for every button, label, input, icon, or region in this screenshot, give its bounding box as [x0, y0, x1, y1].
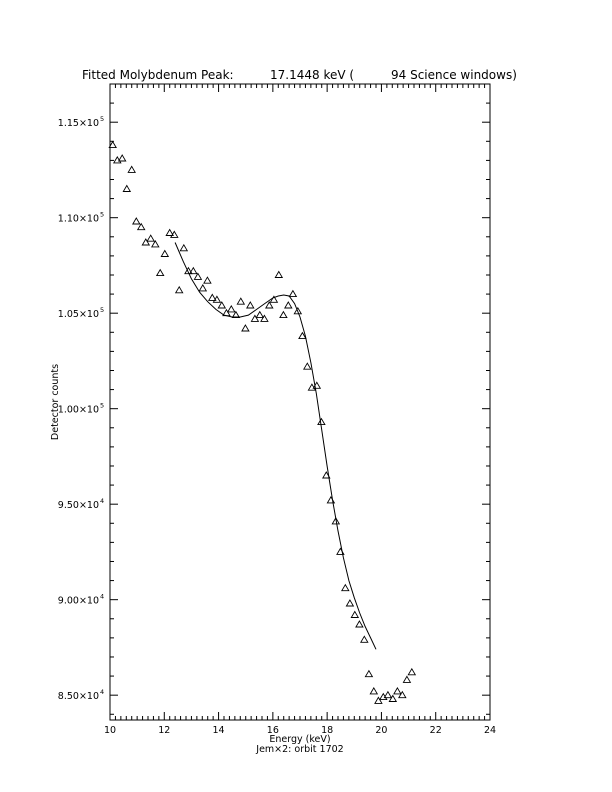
- data-point-triangle: [275, 272, 282, 278]
- x-tick-label: 16: [266, 725, 279, 736]
- data-point-triangle: [237, 298, 244, 304]
- chart-title-windows: 94 Science windows): [391, 68, 517, 82]
- data-point-triangle: [318, 419, 325, 425]
- y-tick-exponent: 5: [100, 306, 105, 315]
- data-point-triangle: [204, 277, 211, 283]
- y-tick-exponent: 4: [100, 497, 105, 506]
- data-point-triangle: [161, 251, 168, 257]
- data-point-triangle: [403, 676, 410, 682]
- y-tick-exponent: 4: [100, 592, 105, 601]
- data-point-triangle: [176, 287, 183, 293]
- data-point-triangle: [228, 306, 235, 312]
- data-point-triangle: [128, 166, 135, 172]
- data-point-triangle: [247, 302, 254, 308]
- data-point-triangle: [346, 600, 353, 606]
- data-point-triangle: [356, 621, 363, 627]
- y-axis: [58, 84, 490, 714]
- data-point-triangle: [256, 312, 263, 318]
- data-point-triangle: [394, 688, 401, 694]
- data-point-triangle: [242, 325, 249, 331]
- data-point-triangle: [285, 302, 292, 308]
- data-point-triangle: [361, 636, 368, 642]
- x-tick-label: 20: [375, 725, 388, 736]
- data-point-triangle: [180, 245, 187, 251]
- y-tick-label: 8.50×10: [57, 691, 99, 703]
- x-tick-label: 14: [212, 725, 225, 736]
- plot-frame: [110, 84, 490, 720]
- y-tick-label: 1.05×10: [57, 309, 99, 321]
- y-tick-label: 9.50×10: [57, 500, 99, 512]
- chart-title-energy: 17.1448 keV (: [270, 68, 355, 82]
- y-axis-label: Detector counts: [50, 363, 61, 441]
- data-point-triangle: [289, 291, 296, 297]
- data-point-triangle: [119, 155, 126, 161]
- data-point-triangle: [190, 268, 197, 274]
- data-point-triangle: [138, 224, 145, 230]
- data-point-triangle: [408, 669, 415, 675]
- x-axis: [104, 84, 496, 736]
- fit-curve: [175, 243, 376, 650]
- y-tick-exponent: 4: [100, 688, 105, 697]
- data-points-layer: [109, 142, 415, 704]
- y-tick-label: 1.15×10: [57, 118, 99, 130]
- data-point-triangle: [147, 235, 154, 241]
- data-point-triangle: [342, 585, 349, 591]
- data-point-triangle: [261, 315, 268, 321]
- data-point-triangle: [199, 285, 206, 291]
- y-tick-exponent: 5: [100, 210, 105, 219]
- y-tick-exponent: 5: [100, 401, 105, 410]
- data-point-triangle: [152, 241, 159, 247]
- data-point-triangle: [280, 312, 287, 318]
- data-point-triangle: [218, 302, 225, 308]
- data-point-triangle: [157, 270, 164, 276]
- data-point-triangle: [351, 612, 358, 618]
- fit-curve-layer: [175, 243, 376, 650]
- y-tick-label: 1.00×10: [57, 404, 99, 416]
- x-tick-label: 10: [103, 725, 117, 736]
- data-point-triangle: [370, 688, 377, 694]
- data-point-triangle: [194, 273, 201, 279]
- x-tick-label: 24: [483, 725, 497, 736]
- chart-title-prefix: Fitted Molybdenum Peak:: [82, 68, 234, 82]
- data-point-triangle: [133, 218, 140, 224]
- chart-subtitle: Jem×2: orbit 1702: [256, 744, 344, 755]
- data-point-triangle: [123, 186, 130, 192]
- x-tick-label: 18: [321, 725, 334, 736]
- x-tick-label: 22: [429, 725, 442, 736]
- x-tick-label: 12: [158, 725, 171, 736]
- y-tick-label: 1.10×10: [57, 213, 99, 225]
- data-point-triangle: [266, 302, 273, 308]
- y-tick-label: 9.00×10: [57, 595, 99, 607]
- y-tick-exponent: 5: [100, 115, 105, 124]
- data-point-triangle: [365, 671, 372, 677]
- x-axis-label: Energy (keV): [269, 734, 331, 745]
- data-point-triangle: [304, 363, 311, 369]
